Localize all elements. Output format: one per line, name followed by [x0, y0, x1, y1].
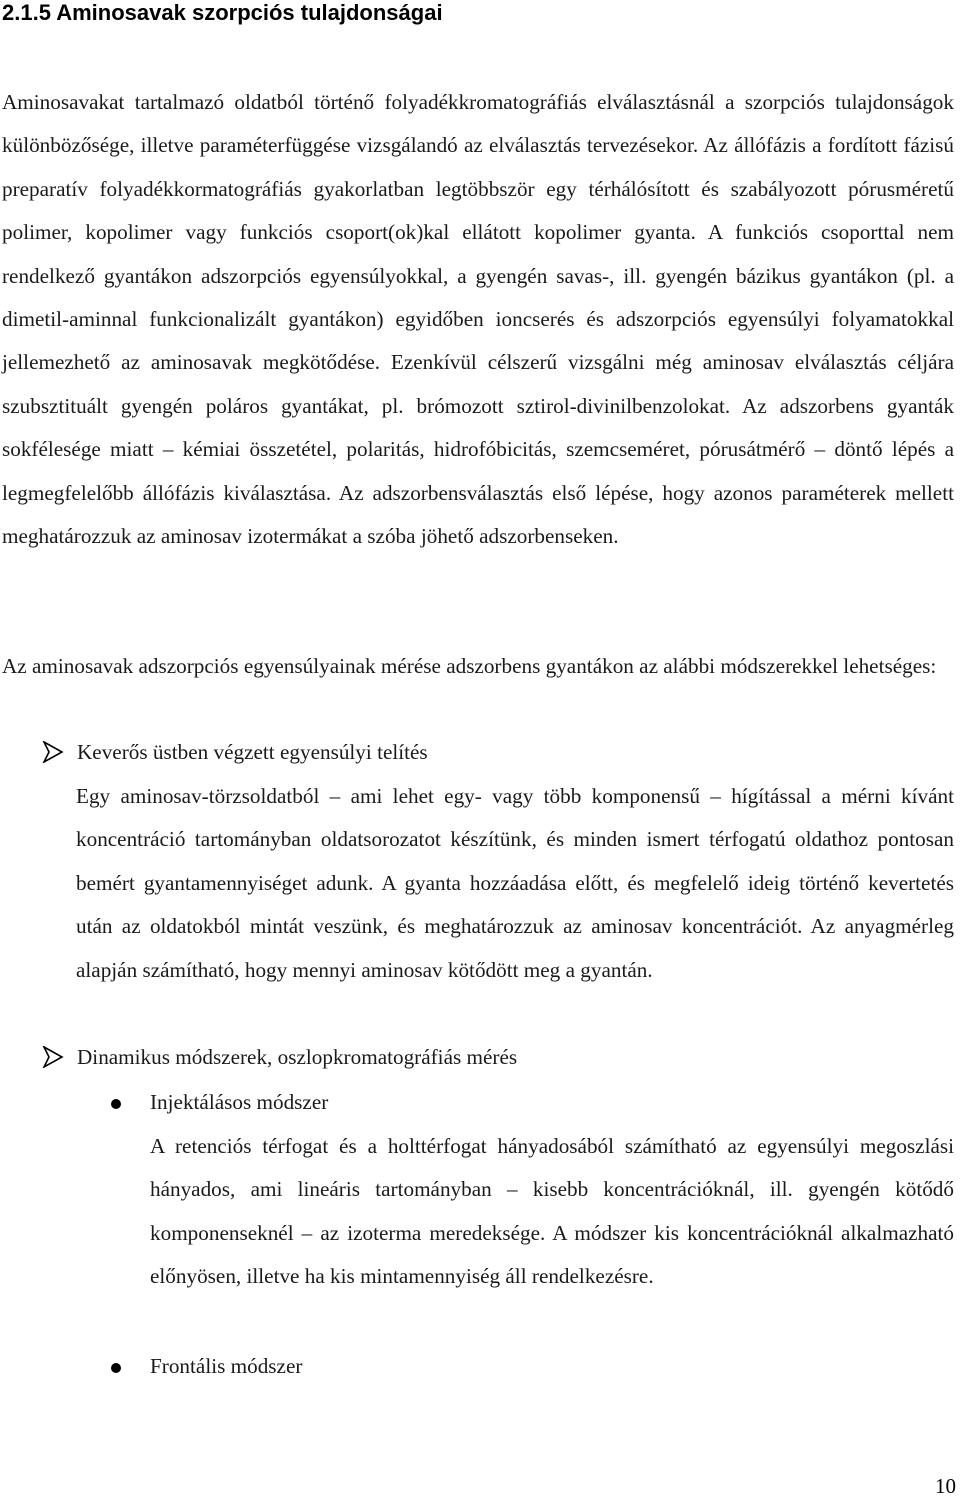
intro-paragraph: Aminosavakat tartalmazó oldatból történő folyadékkromatográfiás elválasztásnál a szorpciós tulajdonságok különbözősége, illetve paraméterfüggése vizsgálandó az elválasztás tervezésekor. Az állófázis a fordított fázisú preparatív folyadékkormatográfiás gyakorlatban legtöbbször egy térhálósított és szabályozott pórusméretű polimer, kopolimer vagy funkciós csoport(ok)kal ellátott kopolimer gyanta. A funkciós csoporttal nem rendelkező gyantákon adszorpciós egyensúlyokkal, a gyengén savas-, ill. gyengén bázikus gyantákon (pl. a dimetil-aminnal funkcionalizált gyantákon) egyidőben ioncserés és adszorpciós egyensúlyi folyamatokkal jellemezhető az aminosavak megkötődése. Ezenkívül célszerű vizsgálni még aminosav elválasztás céljára szubsztituált gyengén poláros gyantákat, pl. brómozott sztirol-divinilbenzolokat. Az adszorbens gyanták sokfélesége miatt – kémiai összetétel, polaritás, hidrofóbicitás, szemcseméret, pórusátmérő – döntő lépés a legmegfelelőbb állófázis kiválasztása. Az adszorbensválasztás első lépése, hogy azonos paraméterek mellett meghatározzuk az aminosav izotermákat a szóba jöhető adszorbenseken.	[2, 90, 954, 549]
arrowhead-icon	[42, 741, 64, 763]
bullet-dot-icon	[111, 1099, 121, 1109]
method-title: Dinamikus módszerek, oszlopkromatográfiás mérés	[77, 1045, 518, 1069]
submethod-title: Injektálásos módszer	[150, 1090, 329, 1114]
method-title: Keverős üstben végzett egyensúlyi telítés	[77, 740, 428, 764]
methods-intro-paragraph: Az aminosavak adszorpciós egyensúlyainak mérése adszorbens gyantákon az alábbi módszerekkel lehetséges:	[2, 654, 937, 678]
arrowhead-icon	[42, 1046, 64, 1068]
section-heading: 2.1.5 Aminosavak szorpciós tulajdonságai	[2, 0, 443, 25]
submethod-title: Frontális módszer	[150, 1354, 303, 1378]
submethod-description: A retenciós térfogat és a holttérfogat hányadosából számítható az egyensúlyi megoszlási hányados, ami lineáris tartományban – kisebb koncentrációknál, ill. gyengén kötődő komponenseknél – az izoterma meredeksége. A módszer kis koncentrációknál alkalmazható előnyösen, illetve ha kis mintamennyiség áll rendelkezésre.	[150, 1134, 954, 1289]
page-number: 10	[935, 1474, 956, 1498]
method-description: Egy aminosav-törzsoldatból – ami lehet egy- vagy több komponensű – hígítással a mérni kívánt koncentráció tartományban oldatsorozatot készítünk, és minden ismert térfogatú oldathoz pontosan bemért gyantamennyiséget adunk. A gyanta hozzáadása előtt, és megfelelő ideig történő kevertetés után az oldatokból mintát veszünk, és meghatározzuk az aminosav koncentrációt. Az anyagmérleg alapján számítható, hogy mennyi aminosav kötődött meg a gyantán.	[76, 784, 954, 982]
bullet-dot-icon	[111, 1363, 121, 1373]
